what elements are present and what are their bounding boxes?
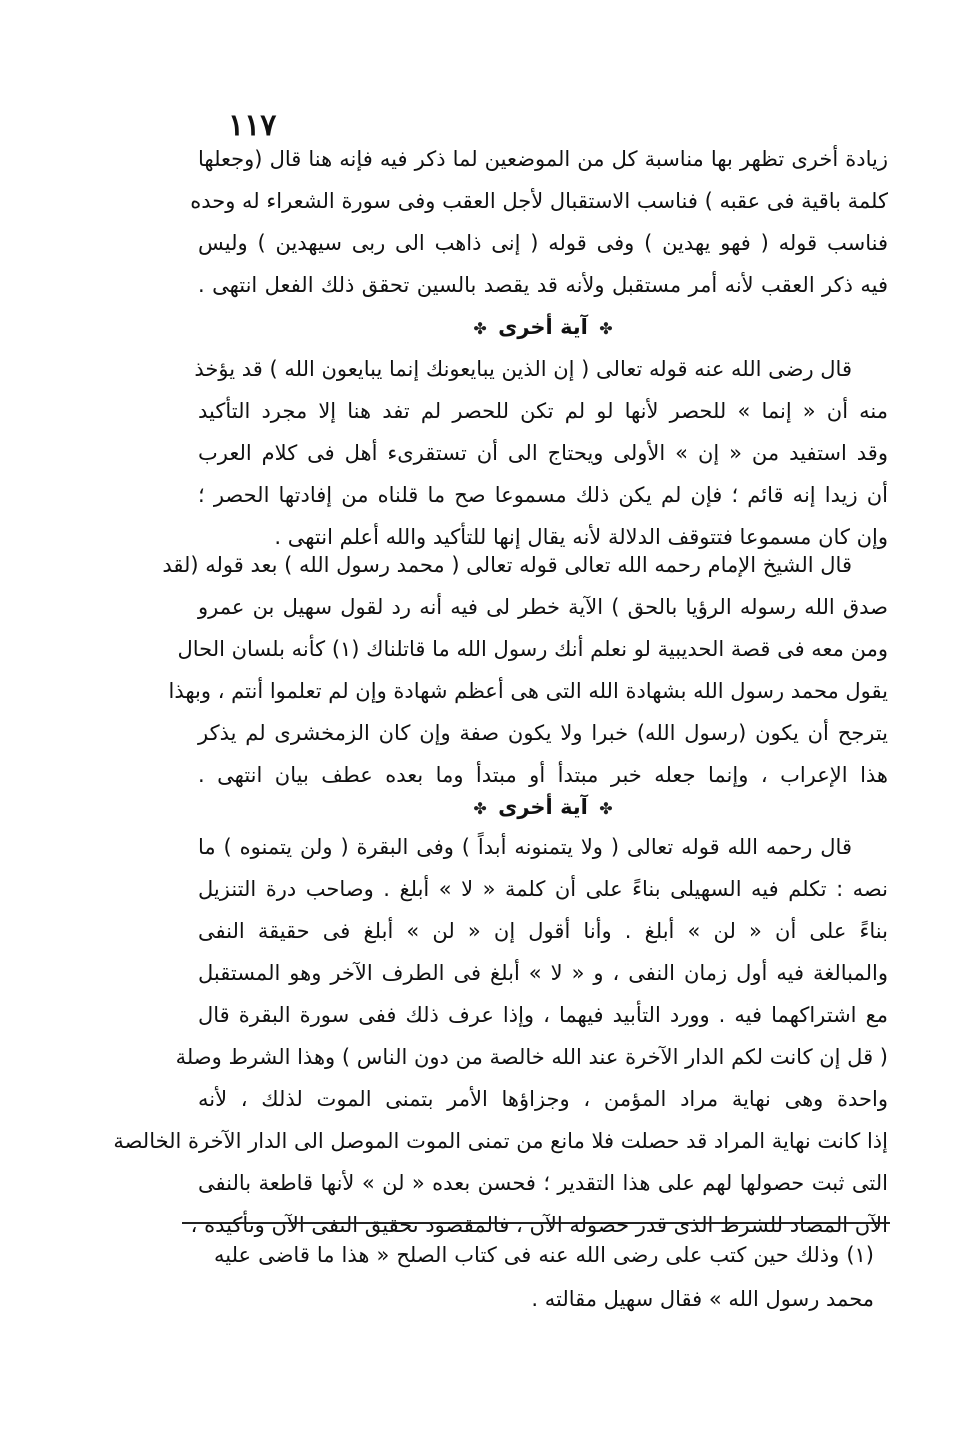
section-1 [190,138,888,306]
heading-text: آية أخرى [498,795,588,819]
footnote-line: (١) وذلك حين كتب على رضى الله عنه فى كتاب الصلح « هذا ما قاضى عليه [214,1243,874,1267]
text-line: يقول محمد رسول الله بشهادة الله التى هى أعظم شهادة وإن لم تعلموا أنتم ، وبهذا [168,679,888,703]
text-line: فيه ذكر العقب لأنه أمر مستقبل ولأنه قد يقصد بالسين تحقق ذلك الفعل انتهى . [198,273,888,297]
ornament-icon: ✤ [599,319,613,338]
text-line: واحدة وهى نهاية مراد المؤمن ، وجزاؤها الأمر بتمنى الموت لذلك ، لأنه [198,1087,888,1111]
text-line: وقد استفيد من « إن » الأولى ويحتاج الى أن تستقرىء أهل فى كلام العرب [198,441,888,465]
ornament-icon: ✤ [473,799,487,818]
text-line: زيادة أخرى تظهر بها مناسبة كل من الموضعين لما ذكر فيه فإنه هنا قال (وجعلها [198,147,888,171]
text-line: مع اشتراكهما فيه . وورد التأبيد فيهما ، وإذا عرف ذلك ففى سورة البقرة قال [198,1003,888,1027]
text-line: صدق الله رسوله الرؤيا بالحق ) الآية خطر لى فيه أنه رد لقول سهيل بن عمرو [198,595,888,619]
text-line: يترجح أن يكون (رسول الله) خبرا ولا يكون صفة وإن كان الزمخشرى لم يذكر [198,721,888,745]
ornament-icon: ✤ [599,799,613,818]
section-heading-2 [198,786,888,828]
text-line: نصه : تكلم فيه السهيلى بناءً على أن كلمة « لا » أبلغ . وصاحب درة التنزيل [198,877,888,901]
text-line: التى ثبت حصولها لهم على هذا التقدير ؛ فحسن بعده « لن » لأنها قاطعة بالنفى [198,1171,888,1195]
section-3 [162,544,888,796]
text-line: كلمة باقية فى عقبه ) فناسب الاستقبال لأجل العقب وفى سورة الشعراء له وحده [190,189,888,213]
text-line: قال رضى الله عنه قوله تعالى ( إن الذين يبايعونك إنما يبايعون الله ) قد يؤخذ [194,357,852,381]
section-heading-1 [198,306,888,348]
text-line: والمبالغة فيه أول زمان النفى ، و « لا » أبلغ فى الطرف الآخر وهو المستقبل [198,961,888,985]
text-line: قال الشيخ الإمام رحمه الله تعالى قوله تعالى ( محمد رسول الله ) بعد قوله (لقد [162,553,852,577]
section-4 [113,826,888,1246]
ornament-icon: ✤ [473,319,487,338]
text-line: ومن معه فى قصة الحديبية لو نعلم أنك رسول الله ما قاتلناك (١) كأنه بلسان الحال [177,637,888,661]
page-number: ١١٧ [228,108,277,143]
text-line: بناءً على أن « لن » أبلغ . وأنا أقول إن « لن » أبلغ فى حقيقة النفى [198,919,888,943]
footnote-line: محمد رسول الله » فقال سهيل مقالته . [531,1287,874,1311]
footnote-divider [182,1222,890,1224]
text-line: ( قل إن كانت لكم الدار الآخرة عند الله خالصة من دون الناس ) وهذا الشرط وصلة [175,1045,888,1069]
text-line: قال رحمه الله قوله تعالى ( ولا يتمنونه أبداً ) وفى البقرة ( ولن يتمنوه ) ما [198,835,852,859]
text-line: وإن كان مسموعا فتتوقف الدلالة لأنه يقال إنها للتأكيد والله أعلم انتهى . [274,525,888,549]
text-line: فناسب قوله ( فهو يهدين ) وفى قوله ( إنى ذاهب الى ربى سيهدين ) وليس [198,231,888,255]
text-line: هذا الإعراب ، وإنما جعله خبر مبتدأ أو مبتدأ وما بعده عطف بيان انتهى . [198,763,888,787]
section-2 [194,348,888,558]
text-line: أن زيدا إنه قائم ؛ فإن لم يكن ذلك مسموعا صح ما قلناه من إفادتها الحصر ؛ [198,483,888,507]
text-line: الآن المضاد للشرط الذى قدر حصوله الآن ، فالمقصود تحقيق النفى الآن وتأكيده ، [190,1213,888,1237]
heading-text: آية أخرى [498,315,588,339]
text-line: منه أن « إنما » للحصر لأنها لو لم تكن للحصر لم تفد هنا إلا مجرد التأكيد [198,399,888,423]
footnotes [214,1233,874,1321]
text-line: إذا كانت نهاية المراد قد حصلت فلا مانع من تمنى الموت الموصل الى الدار الآخرة الخالصة [113,1129,888,1153]
